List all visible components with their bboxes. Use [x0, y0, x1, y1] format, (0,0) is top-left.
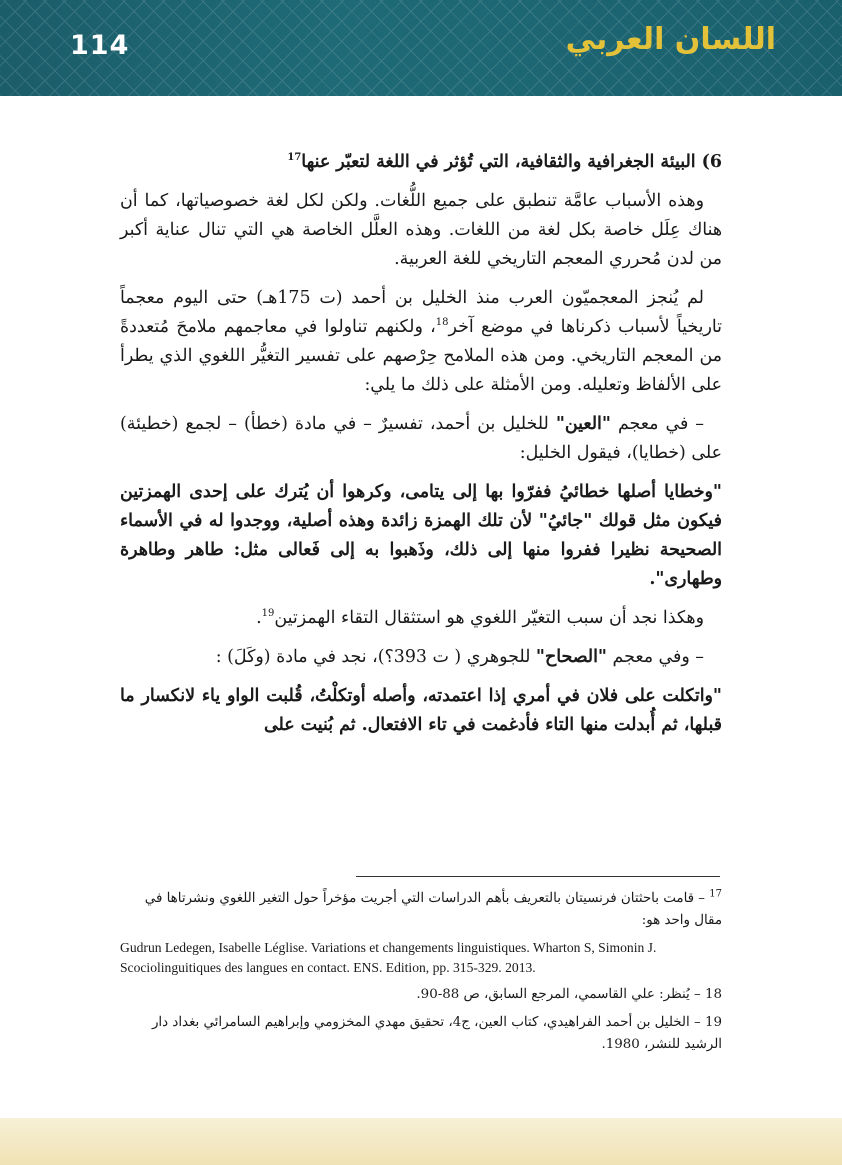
- footnote-19: 19 – الخليل بن أحمد الفراهيدي، كتاب العين، ج4، تحقيق مهدي المخزومي وإبراهيم السامرائي بغداد دار الرشيد للنشر، 1980.: [151, 1015, 722, 1052]
- section-heading: [120, 148, 722, 177]
- footnote-17: [120, 888, 722, 932]
- paragraph-text: لم يُنجز المعجميّون العرب منذ الخليل بن أحمد (ت 175هـ) حتى اليوم معجماً تاريخياً لأسباب ذكرناها في موضع آخر: [120, 288, 723, 337]
- heading-text: 6) البيئة الجغرافية والثقافية، التي تُؤثر في اللغة لتعبّر عنها: [301, 152, 722, 172]
- block-quote: "وخطايا أصلها خطائيُ ففرّوا بها إلى يتامى، وكرهوا أن يُترك على إحدى الهمزتين فيكون مثل قولك "جائيُ" لأن تلك الهمزة زائدة وهذه أصلية، ووجدوا له في الأسماء الصحيحة نظيرا ففروا منها إلى ذلك، وذَهبوا به إلى فَعالى مثل: طاهر وطاهرة وطهارى".: [120, 482, 722, 589]
- dictionary-title: "العين": [555, 414, 611, 434]
- article-body: [120, 148, 722, 750]
- paragraph-text: وهكذا نجد أن سبب التغيّر اللغوي هو استثقال التقاء الهمزتين: [274, 608, 704, 628]
- paragraph: [120, 284, 722, 400]
- footnote-ref-19[interactable]: 19: [261, 608, 275, 620]
- journal-logo: اللسان العربي: [565, 22, 776, 57]
- footnote-18: 18 – يُنظر: علي القاسمي، المرجع السابق، ص 88-90.: [416, 987, 722, 1002]
- paragraph: وهكذا نجد أن سبب التغيّر اللغوي هو استثقال التقاء الهمزتين$^{19}$.: [256, 608, 704, 628]
- footnote-text: – قامت باحثتان فرنسيتان بالتعريف بأهم الدراسات التي أجريت مؤخراً حول التغير اللغوي ونشرتاها في مقال واحد هو:: [144, 891, 722, 928]
- footnote-divider: [356, 876, 720, 877]
- page-number: 114: [70, 30, 130, 61]
- footnotes: [120, 888, 722, 1062]
- dictionary-title: "الصحاح": [535, 647, 607, 667]
- paragraph: [120, 410, 722, 468]
- footnote-ref-18[interactable]: 18: [435, 317, 449, 329]
- footnote-ref-17[interactable]: 17: [287, 152, 302, 164]
- block-quote: "واتكلت على فلان في أمري إذا اعتمدته، وأصله أوتكلْتُ، قُلبت الواو ياء لانكسار ما قبلها، ثم أُبدلت منها التاء فأدغمت في تاء الافتعال. ثم بُنيت على: [120, 686, 722, 735]
- paragraph-text: للجوهري ( ت 393؟)، نجد في مادة (وكَلَ) :: [215, 647, 536, 667]
- paragraph-text: – وفي معجم: [607, 647, 704, 667]
- paragraph-text: – في معجم: [610, 414, 704, 434]
- paragraph-text: ، ولكنهم تناولوا في معاجمهم ملامحَ مُتعددةً من المعجم التاريخي. ومن هذه الملامح حِرْصهم على تفسير التغيُّر اللغوي الذي يطرأ على الألفاظ وتعليله. ومن الأمثلة على ذلك ما يلي:: [120, 317, 722, 395]
- page-header: [0, 0, 842, 96]
- footnote-number: 17: [709, 888, 722, 900]
- page-footer-strip: [0, 1118, 842, 1165]
- paragraph: وهذه الأسباب عامَّة تنطبق على جميع اللُّغات. ولكن لكل لغة خصوصياتها، كما أن هناك عِلَل خاصة بكل لغة من اللغات. وهذه العلَّل الخاصة هي التي تنال عناية أكبر من لدن مُحرري المعجم التاريخي للغة العربية.: [120, 191, 722, 269]
- footnote-17-citation: Gudrun Ledegen, Isabelle Léglise. Variations et changements linguistiques. Wharton S, Simonin J. Scociolinguitiques des langues en contact. ENS. Edition, pp. 315-329. 2013.: [120, 940, 657, 975]
- paragraph-text: للخليل بن أحمد، تفسيرٌ – في مادة (خطأ) – لجمع (خطيئة) على (خطايا)، فيقول الخليل:: [120, 414, 722, 463]
- paragraph: [120, 643, 722, 672]
